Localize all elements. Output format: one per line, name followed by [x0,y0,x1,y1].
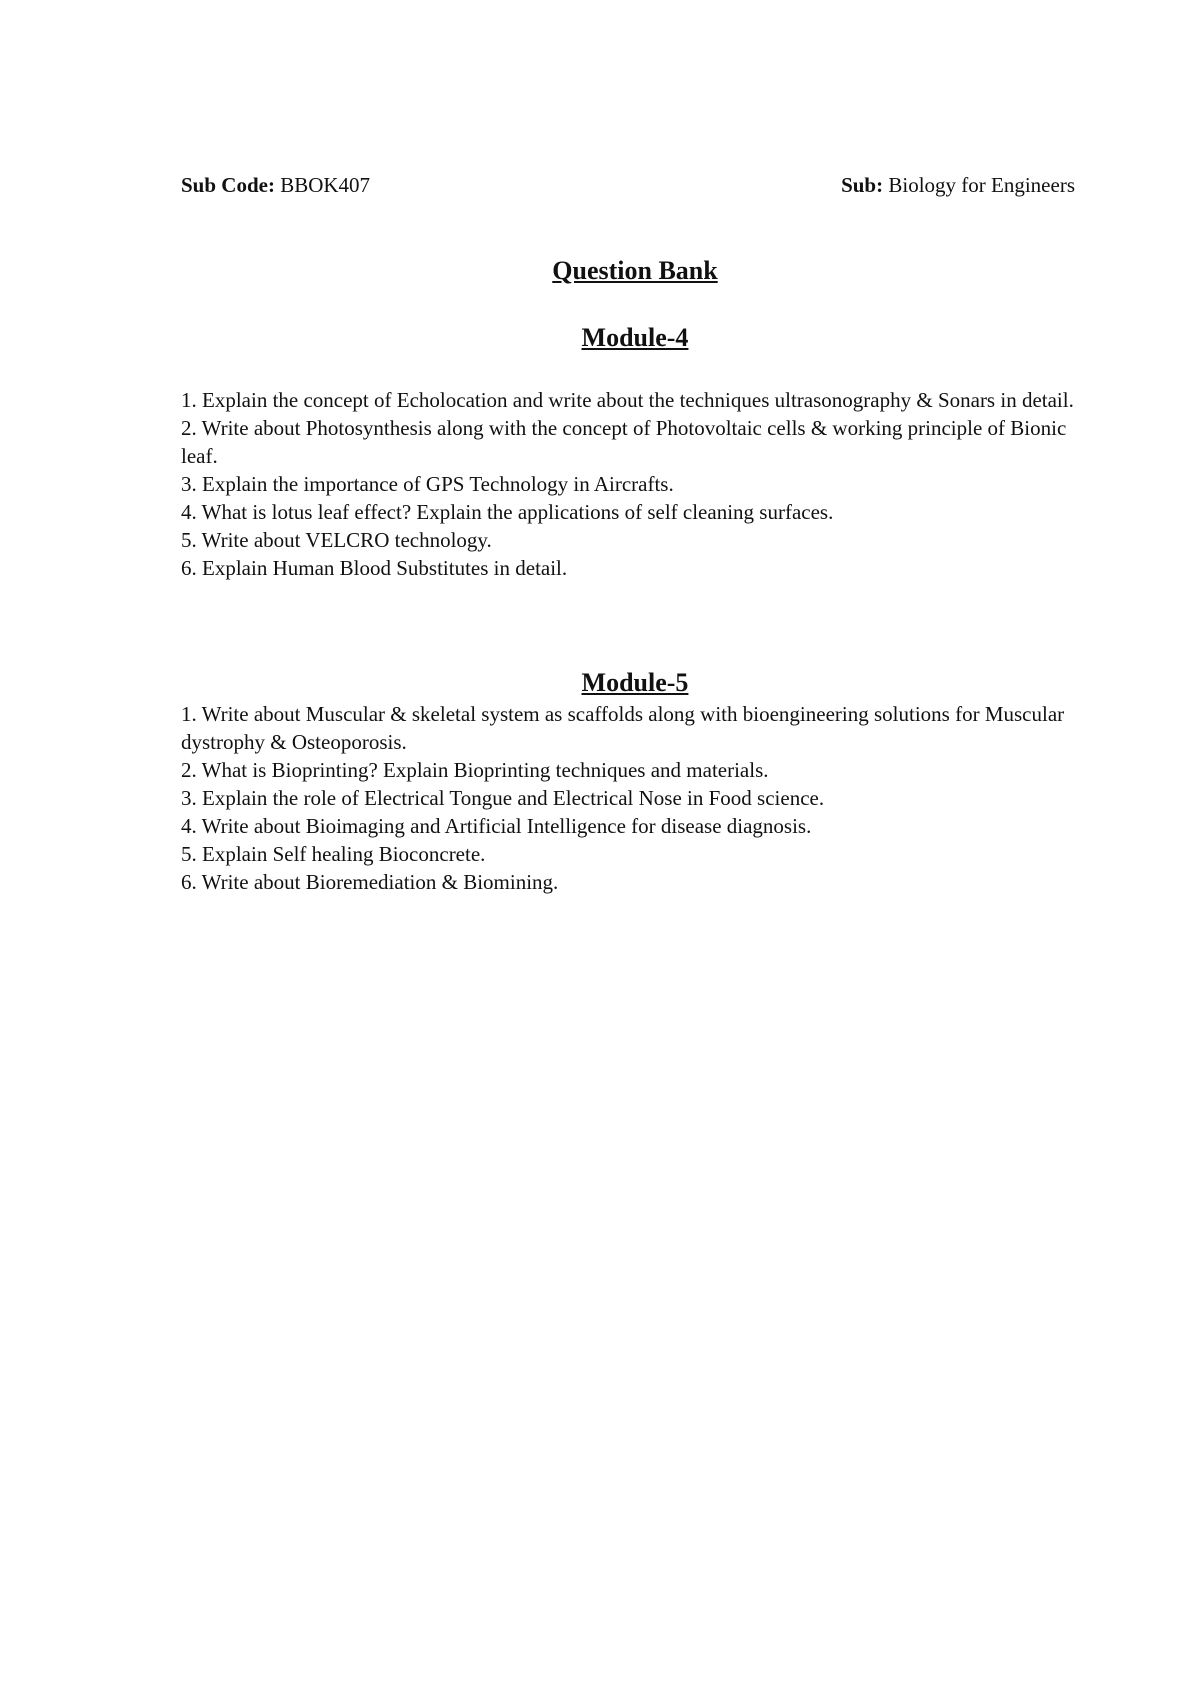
page-title: Question Bank [552,256,718,285]
subject-label: Sub: [841,173,884,197]
question-item: 4. Write about Bioimaging and Artificial Intelligence for disease diagnosis. [181,814,812,838]
question-item: 5. Write about VELCRO technology. [181,528,492,552]
subject [841,171,1075,199]
question-item: 2. What is Bioprinting? Explain Bioprinting techniques and materials. [181,758,769,782]
module-5-heading: Module-5 [581,668,689,697]
sub-code-value: BBOK407 [274,173,371,197]
subject-value: Biology for Engineers [883,173,1075,197]
question-item: 6. Explain Human Blood Substitutes in detail. [181,556,568,580]
question-item: 1. Explain the concept of Echolocation and write about the techniques ultrasonography & Sonars in detail. [181,388,1074,412]
question-item: 5. Explain Self healing Bioconcrete. [181,842,486,866]
question-item: 6. Write about Bioremediation & Biomining. [181,870,559,894]
sub-code [181,171,370,199]
question-item: 2. Write about Photosynthesis along with the concept of Photovoltaic cells & working principle of Bionic leaf. [181,416,1067,468]
module-4-question-list [181,386,1081,582]
sub-code-label: Sub Code: [181,173,275,197]
module-5-question-list [181,700,1081,896]
question-item: 3. Explain the importance of GPS Technology in Aircrafts. [181,472,674,496]
question-item: 1. Write about Muscular & skeletal system as scaffolds along with bioengineering solutions for Muscular dystrophy & Osteoporosis. [181,702,1065,754]
question-item: 3. Explain the role of Electrical Tongue and Electrical Nose in Food science. [181,786,825,810]
question-item: 4. What is lotus leaf effect? Explain the applications of self cleaning surfaces. [181,500,834,524]
module-4-heading: Module-4 [581,323,689,352]
